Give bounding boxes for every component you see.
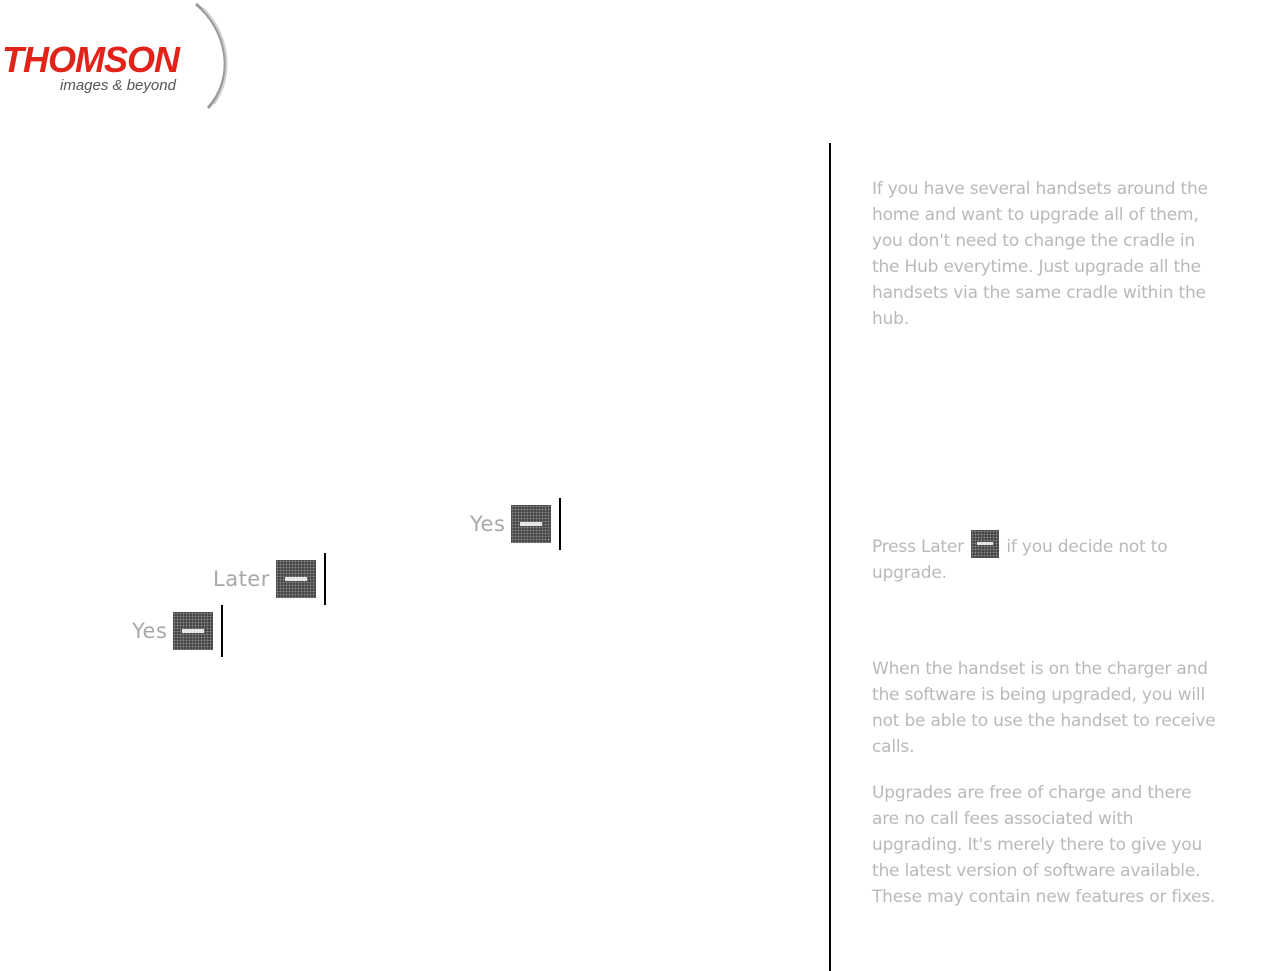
note-later-suffix: if you decide not to upgrade.: [872, 537, 1168, 583]
note-later: [872, 530, 1212, 586]
logo-brand: THOMSON: [2, 39, 179, 80]
softkey-label-yes: Yes: [132, 619, 168, 643]
softkey-icon[interactable]: [276, 560, 316, 598]
thomson-logo: [0, 0, 240, 112]
column-divider: [829, 143, 831, 971]
softkey-label-yes: Yes: [470, 512, 506, 536]
softkey-row-yes-bottom: [132, 605, 223, 657]
margin-bar: [559, 498, 561, 550]
softkey-icon[interactable]: [173, 612, 213, 650]
note-handsets: If you have several handsets around the home and want to upgrade all of them, you don't need to change the cradle in the Hub everytime. Just upgrade all the handsets via the same cradle within the hub.: [872, 179, 1208, 329]
softkey-label-later: Later: [213, 567, 270, 591]
note-later-prefix: Press Later: [872, 537, 964, 557]
softkey-row-later: [213, 553, 326, 605]
note-free: Upgrades are free of charge and there are no call fees associated with upgrading. It's merely there to give you the latest version of software available. These may contain new features or fixes.: [872, 783, 1216, 907]
softkey-row-yes-top: [470, 498, 561, 550]
logo-tagline: images & beyond: [60, 77, 176, 94]
softkey-icon: [971, 530, 999, 558]
margin-bar: [221, 605, 223, 657]
softkey-icon[interactable]: [511, 505, 551, 543]
margin-bar: [324, 553, 326, 605]
note-charger: When the handset is on the charger and the software is being upgraded, you will not be able to use the handset to receive calls.: [872, 659, 1216, 757]
